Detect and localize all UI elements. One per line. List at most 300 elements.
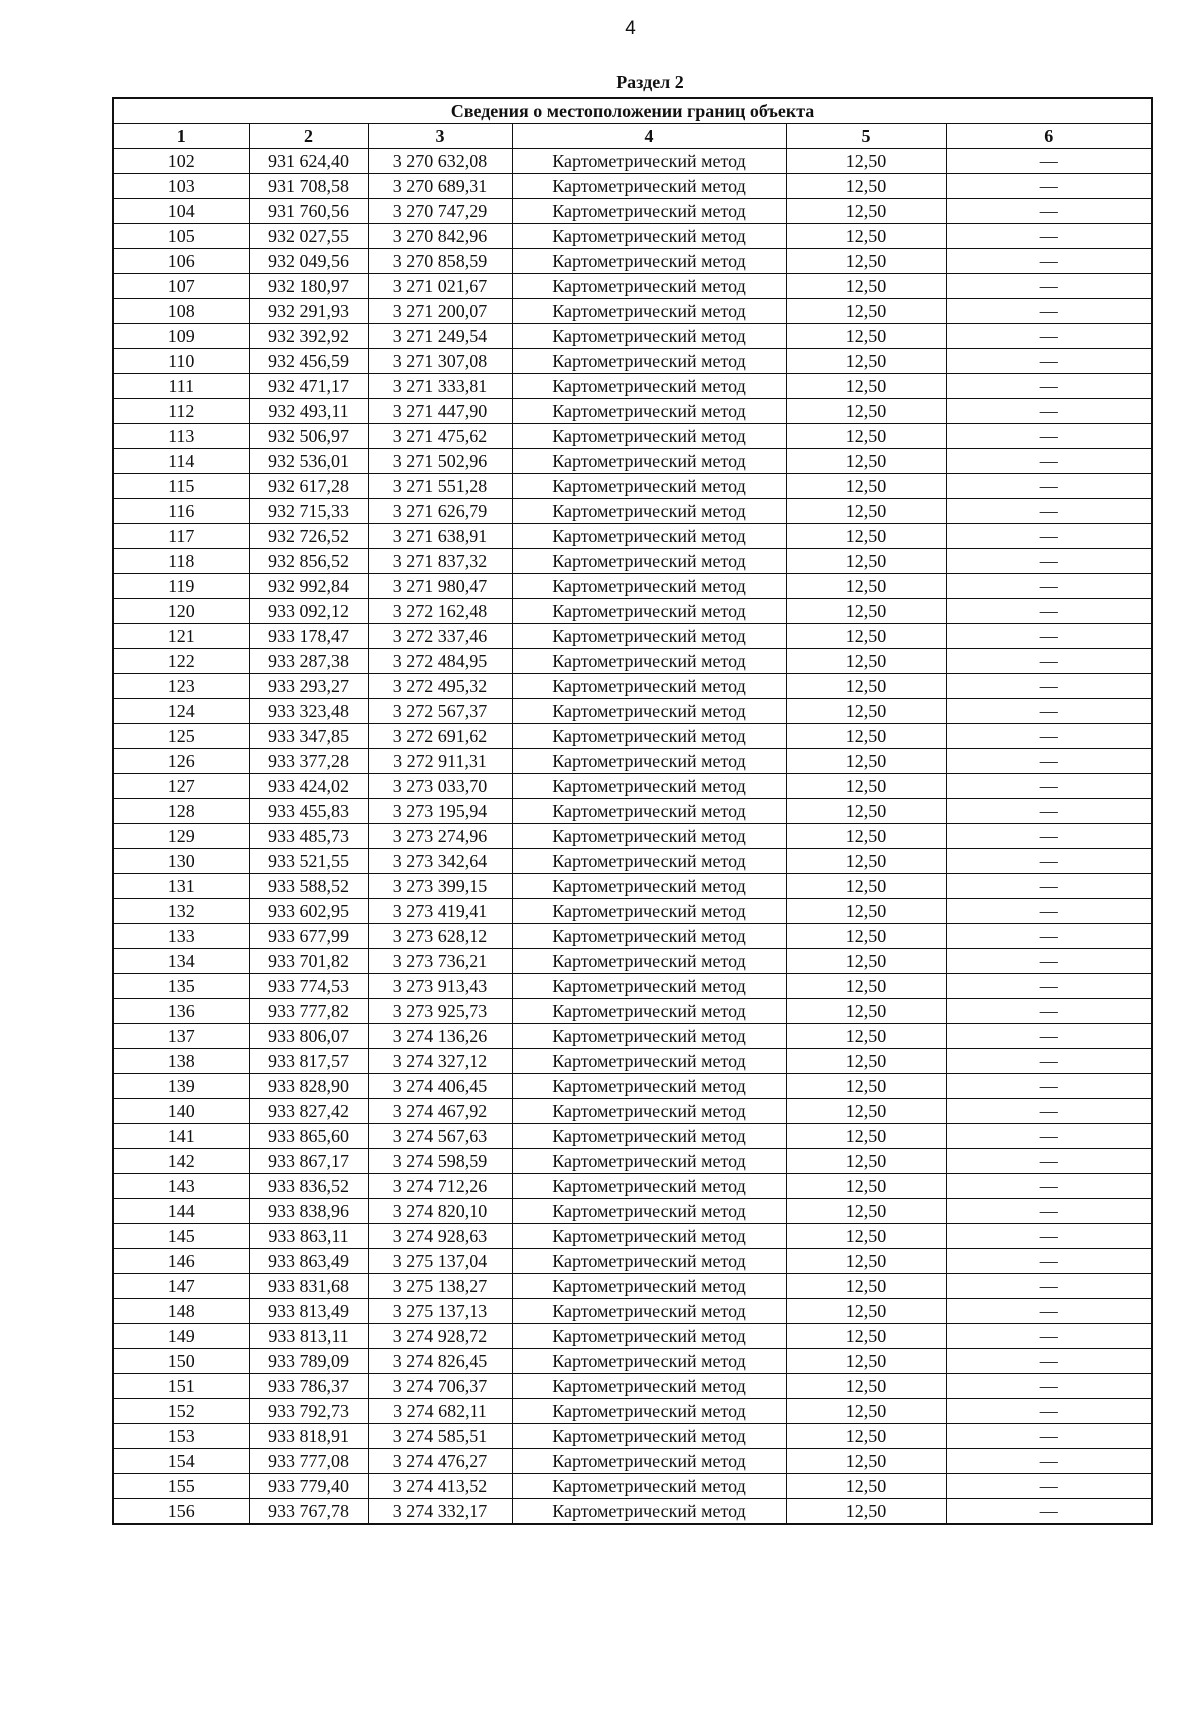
y-coordinate-cell: 3 274 820,10 — [368, 1199, 512, 1224]
y-coordinate-cell: 3 274 928,72 — [368, 1324, 512, 1349]
accuracy-cell: 12,50 — [786, 424, 946, 449]
point-number-cell: 110 — [113, 349, 249, 374]
method-cell: Картометрический метод — [512, 524, 786, 549]
x-coordinate-cell: 933 827,42 — [249, 1099, 368, 1124]
y-coordinate-cell: 3 274 567,63 — [368, 1124, 512, 1149]
y-coordinate-cell: 3 270 747,29 — [368, 199, 512, 224]
accuracy-cell: 12,50 — [786, 799, 946, 824]
accuracy-cell: 12,50 — [786, 474, 946, 499]
accuracy-cell: 12,50 — [786, 1249, 946, 1274]
table-row — [113, 1274, 1152, 1299]
description-cell: — — [946, 249, 1152, 274]
point-number-cell: 107 — [113, 274, 249, 299]
table-row — [113, 799, 1152, 824]
description-cell: — — [946, 599, 1152, 624]
table-row — [113, 1349, 1152, 1374]
x-coordinate-cell: 933 677,99 — [249, 924, 368, 949]
description-cell: — — [946, 1249, 1152, 1274]
method-cell: Картометрический метод — [512, 774, 786, 799]
x-coordinate-cell: 932 536,01 — [249, 449, 368, 474]
accuracy-cell: 12,50 — [786, 849, 946, 874]
method-cell: Картометрический метод — [512, 224, 786, 249]
x-coordinate-cell: 932 049,56 — [249, 249, 368, 274]
accuracy-cell: 12,50 — [786, 549, 946, 574]
y-coordinate-cell: 3 274 332,17 — [368, 1499, 512, 1525]
method-cell: Картометрический метод — [512, 1174, 786, 1199]
point-number-cell: 127 — [113, 774, 249, 799]
point-number-cell: 139 — [113, 1074, 249, 1099]
x-coordinate-cell: 933 521,55 — [249, 849, 368, 874]
method-cell: Картометрический метод — [512, 1249, 786, 1274]
accuracy-cell: 12,50 — [786, 399, 946, 424]
method-cell: Картометрический метод — [512, 799, 786, 824]
method-cell: Картометрический метод — [512, 449, 786, 474]
x-coordinate-cell: 932 617,28 — [249, 474, 368, 499]
accuracy-cell: 12,50 — [786, 174, 946, 199]
description-cell: — — [946, 224, 1152, 249]
method-cell: Картометрический метод — [512, 1024, 786, 1049]
description-cell: — — [946, 799, 1152, 824]
method-cell: Картометрический метод — [512, 974, 786, 999]
method-cell: Картометрический метод — [512, 1049, 786, 1074]
x-coordinate-cell: 933 863,49 — [249, 1249, 368, 1274]
y-coordinate-cell: 3 274 406,45 — [368, 1074, 512, 1099]
x-coordinate-cell: 933 813,11 — [249, 1324, 368, 1349]
table-row — [113, 1474, 1152, 1499]
point-number-cell: 146 — [113, 1249, 249, 1274]
accuracy-cell: 12,50 — [786, 149, 946, 174]
accuracy-cell: 12,50 — [786, 1499, 946, 1525]
table-body — [113, 149, 1152, 1525]
y-coordinate-cell: 3 274 476,27 — [368, 1449, 512, 1474]
x-coordinate-cell: 933 831,68 — [249, 1274, 368, 1299]
description-cell: — — [946, 724, 1152, 749]
method-cell: Картометрический метод — [512, 1424, 786, 1449]
table-title-row — [113, 98, 1152, 124]
accuracy-cell: 12,50 — [786, 199, 946, 224]
method-cell: Картометрический метод — [512, 1299, 786, 1324]
y-coordinate-cell: 3 274 706,37 — [368, 1374, 512, 1399]
accuracy-cell: 12,50 — [786, 1299, 946, 1324]
method-cell: Картометрический метод — [512, 1199, 786, 1224]
point-number-cell: 140 — [113, 1099, 249, 1124]
point-number-cell: 132 — [113, 899, 249, 924]
y-coordinate-cell: 3 273 736,21 — [368, 949, 512, 974]
point-number-cell: 144 — [113, 1199, 249, 1224]
description-cell: — — [946, 299, 1152, 324]
accuracy-cell: 12,50 — [786, 599, 946, 624]
accuracy-cell: 12,50 — [786, 724, 946, 749]
x-coordinate-cell: 933 455,83 — [249, 799, 368, 824]
method-cell: Картометрический метод — [512, 1349, 786, 1374]
table-row — [113, 1099, 1152, 1124]
method-cell: Картометрический метод — [512, 1099, 786, 1124]
description-cell: — — [946, 549, 1152, 574]
method-cell: Картометрический метод — [512, 199, 786, 224]
point-number-cell: 116 — [113, 499, 249, 524]
description-cell: — — [946, 1049, 1152, 1074]
method-cell: Картометрический метод — [512, 924, 786, 949]
table-row — [113, 349, 1152, 374]
column-header: 6 — [946, 124, 1152, 149]
table-row — [113, 474, 1152, 499]
y-coordinate-cell: 3 272 484,95 — [368, 649, 512, 674]
x-coordinate-cell: 932 027,55 — [249, 224, 368, 249]
accuracy-cell: 12,50 — [786, 574, 946, 599]
method-cell: Картометрический метод — [512, 599, 786, 624]
point-number-cell: 153 — [113, 1424, 249, 1449]
accuracy-cell: 12,50 — [786, 974, 946, 999]
table-row — [113, 824, 1152, 849]
y-coordinate-cell: 3 274 682,11 — [368, 1399, 512, 1424]
table-row — [113, 524, 1152, 549]
accuracy-cell: 12,50 — [786, 1149, 946, 1174]
point-number-cell: 126 — [113, 749, 249, 774]
description-cell: — — [946, 1349, 1152, 1374]
y-coordinate-cell: 3 274 826,45 — [368, 1349, 512, 1374]
point-number-cell: 114 — [113, 449, 249, 474]
method-cell: Картометрический метод — [512, 349, 786, 374]
method-cell: Картометрический метод — [512, 174, 786, 199]
x-coordinate-cell: 932 856,52 — [249, 549, 368, 574]
x-coordinate-cell: 932 456,59 — [249, 349, 368, 374]
x-coordinate-cell: 933 377,28 — [249, 749, 368, 774]
table-row — [113, 424, 1152, 449]
table-row — [113, 1499, 1152, 1525]
x-coordinate-cell: 933 867,17 — [249, 1149, 368, 1174]
accuracy-cell: 12,50 — [786, 1174, 946, 1199]
point-number-cell: 128 — [113, 799, 249, 824]
point-number-cell: 104 — [113, 199, 249, 224]
y-coordinate-cell: 3 273 628,12 — [368, 924, 512, 949]
point-number-cell: 142 — [113, 1149, 249, 1174]
point-number-cell: 138 — [113, 1049, 249, 1074]
description-cell: — — [946, 1124, 1152, 1149]
method-cell: Картометрический метод — [512, 1324, 786, 1349]
y-coordinate-cell: 3 271 475,62 — [368, 424, 512, 449]
x-coordinate-cell: 933 092,12 — [249, 599, 368, 624]
x-coordinate-cell: 933 836,52 — [249, 1174, 368, 1199]
description-cell: — — [946, 749, 1152, 774]
point-number-cell: 155 — [113, 1474, 249, 1499]
x-coordinate-cell: 933 813,49 — [249, 1299, 368, 1324]
y-coordinate-cell: 3 273 419,41 — [368, 899, 512, 924]
x-coordinate-cell: 932 992,84 — [249, 574, 368, 599]
description-cell: — — [946, 1274, 1152, 1299]
x-coordinate-cell: 932 493,11 — [249, 399, 368, 424]
column-header: 3 — [368, 124, 512, 149]
accuracy-cell: 12,50 — [786, 499, 946, 524]
accuracy-cell: 12,50 — [786, 1099, 946, 1124]
accuracy-cell: 12,50 — [786, 1424, 946, 1449]
table-row — [113, 899, 1152, 924]
description-cell: — — [946, 1149, 1152, 1174]
description-cell: — — [946, 574, 1152, 599]
description-cell: — — [946, 1324, 1152, 1349]
table-row — [113, 1174, 1152, 1199]
accuracy-cell: 12,50 — [786, 649, 946, 674]
x-coordinate-cell: 933 789,09 — [249, 1349, 368, 1374]
method-cell: Картометрический метод — [512, 499, 786, 524]
method-cell: Картометрический метод — [512, 1399, 786, 1424]
description-cell: — — [946, 1299, 1152, 1324]
table-row — [113, 849, 1152, 874]
point-number-cell: 119 — [113, 574, 249, 599]
method-cell: Картометрический метод — [512, 949, 786, 974]
table-row — [113, 174, 1152, 199]
method-cell: Картометрический метод — [512, 624, 786, 649]
y-coordinate-cell: 3 271 638,91 — [368, 524, 512, 549]
y-coordinate-cell: 3 273 195,94 — [368, 799, 512, 824]
x-coordinate-cell: 933 786,37 — [249, 1374, 368, 1399]
accuracy-cell: 12,50 — [786, 699, 946, 724]
x-coordinate-cell: 933 774,53 — [249, 974, 368, 999]
x-coordinate-cell: 933 777,08 — [249, 1449, 368, 1474]
x-coordinate-cell: 933 485,73 — [249, 824, 368, 849]
point-number-cell: 134 — [113, 949, 249, 974]
point-number-cell: 115 — [113, 474, 249, 499]
x-coordinate-cell: 933 806,07 — [249, 1024, 368, 1049]
section-label: Раздел 2 — [616, 72, 684, 92]
x-coordinate-cell: 931 760,56 — [249, 199, 368, 224]
table-row — [113, 999, 1152, 1024]
table-row — [113, 1424, 1152, 1449]
description-cell: — — [946, 474, 1152, 499]
description-cell: — — [946, 974, 1152, 999]
x-coordinate-cell: 933 178,47 — [249, 624, 368, 649]
table-row — [113, 1224, 1152, 1249]
point-number-cell: 118 — [113, 549, 249, 574]
table-row — [113, 449, 1152, 474]
accuracy-cell: 12,50 — [786, 924, 946, 949]
column-header: 5 — [786, 124, 946, 149]
y-coordinate-cell: 3 272 911,31 — [368, 749, 512, 774]
description-cell: — — [946, 924, 1152, 949]
method-cell: Картометрический метод — [512, 149, 786, 174]
method-cell: Картометрический метод — [512, 399, 786, 424]
accuracy-cell: 12,50 — [786, 1349, 946, 1374]
description-cell: — — [946, 399, 1152, 424]
y-coordinate-cell: 3 275 137,04 — [368, 1249, 512, 1274]
point-number-cell: 125 — [113, 724, 249, 749]
point-number-cell: 129 — [113, 824, 249, 849]
point-number-cell: 133 — [113, 924, 249, 949]
y-coordinate-cell: 3 272 337,46 — [368, 624, 512, 649]
point-number-cell: 149 — [113, 1324, 249, 1349]
accuracy-cell: 12,50 — [786, 1449, 946, 1474]
accuracy-cell: 12,50 — [786, 324, 946, 349]
table-row — [113, 874, 1152, 899]
table-row — [113, 499, 1152, 524]
table-row — [113, 549, 1152, 574]
description-cell: — — [946, 674, 1152, 699]
y-coordinate-cell: 3 275 138,27 — [368, 1274, 512, 1299]
x-coordinate-cell: 933 347,85 — [249, 724, 368, 749]
method-cell: Картометрический метод — [512, 249, 786, 274]
description-cell: — — [946, 449, 1152, 474]
y-coordinate-cell: 3 270 689,31 — [368, 174, 512, 199]
column-header: 4 — [512, 124, 786, 149]
table-row — [113, 1399, 1152, 1424]
method-cell: Картометрический метод — [512, 999, 786, 1024]
column-header: 2 — [249, 124, 368, 149]
point-number-cell: 103 — [113, 174, 249, 199]
point-number-cell: 154 — [113, 1449, 249, 1474]
accuracy-cell: 12,50 — [786, 899, 946, 924]
y-coordinate-cell: 3 270 842,96 — [368, 224, 512, 249]
method-cell: Картометрический метод — [512, 824, 786, 849]
description-cell: — — [946, 1399, 1152, 1424]
description-cell: — — [946, 499, 1152, 524]
method-cell: Картометрический метод — [512, 874, 786, 899]
accuracy-cell: 12,50 — [786, 449, 946, 474]
accuracy-cell: 12,50 — [786, 999, 946, 1024]
x-coordinate-cell: 933 588,52 — [249, 874, 368, 899]
description-cell: — — [946, 624, 1152, 649]
y-coordinate-cell: 3 274 712,26 — [368, 1174, 512, 1199]
point-number-cell: 141 — [113, 1124, 249, 1149]
y-coordinate-cell: 3 273 925,73 — [368, 999, 512, 1024]
point-number-cell: 156 — [113, 1499, 249, 1525]
accuracy-cell: 12,50 — [786, 224, 946, 249]
accuracy-cell: 12,50 — [786, 674, 946, 699]
table-row — [113, 974, 1152, 999]
method-cell: Картометрический метод — [512, 1074, 786, 1099]
point-number-cell: 145 — [113, 1224, 249, 1249]
x-coordinate-cell: 931 708,58 — [249, 174, 368, 199]
table-row — [113, 374, 1152, 399]
accuracy-cell: 12,50 — [786, 749, 946, 774]
table-row — [113, 699, 1152, 724]
table-row — [113, 674, 1152, 699]
method-cell: Картометрический метод — [512, 299, 786, 324]
y-coordinate-cell: 3 272 495,32 — [368, 674, 512, 699]
method-cell: Картометрический метод — [512, 1474, 786, 1499]
x-coordinate-cell: 933 777,82 — [249, 999, 368, 1024]
description-cell: — — [946, 1024, 1152, 1049]
y-coordinate-cell: 3 270 858,59 — [368, 249, 512, 274]
table-row — [113, 1374, 1152, 1399]
table-row — [113, 774, 1152, 799]
y-coordinate-cell: 3 272 567,37 — [368, 699, 512, 724]
y-coordinate-cell: 3 274 413,52 — [368, 1474, 512, 1499]
accuracy-cell: 12,50 — [786, 1324, 946, 1349]
accuracy-cell: 12,50 — [786, 1399, 946, 1424]
method-cell: Картометрический метод — [512, 1224, 786, 1249]
description-cell: — — [946, 774, 1152, 799]
y-coordinate-cell: 3 273 342,64 — [368, 849, 512, 874]
description-cell: — — [946, 1424, 1152, 1449]
accuracy-cell: 12,50 — [786, 249, 946, 274]
description-cell: — — [946, 649, 1152, 674]
accuracy-cell: 12,50 — [786, 349, 946, 374]
x-coordinate-cell: 933 865,60 — [249, 1124, 368, 1149]
table-row — [113, 1199, 1152, 1224]
table-row — [113, 949, 1152, 974]
description-cell: — — [946, 824, 1152, 849]
point-number-cell: 117 — [113, 524, 249, 549]
accuracy-cell: 12,50 — [786, 824, 946, 849]
y-coordinate-cell: 3 271 551,28 — [368, 474, 512, 499]
y-coordinate-cell: 3 274 136,26 — [368, 1024, 512, 1049]
method-cell: Картометрический метод — [512, 699, 786, 724]
accuracy-cell: 12,50 — [786, 1274, 946, 1299]
y-coordinate-cell: 3 271 447,90 — [368, 399, 512, 424]
accuracy-cell: 12,50 — [786, 374, 946, 399]
description-cell: — — [946, 274, 1152, 299]
table-row — [113, 149, 1152, 174]
accuracy-cell: 12,50 — [786, 1074, 946, 1099]
point-number-cell: 152 — [113, 1399, 249, 1424]
point-number-cell: 147 — [113, 1274, 249, 1299]
accuracy-cell: 12,50 — [786, 624, 946, 649]
table-row — [113, 649, 1152, 674]
method-cell: Картометрический метод — [512, 749, 786, 774]
accuracy-cell: 12,50 — [786, 1199, 946, 1224]
point-number-cell: 148 — [113, 1299, 249, 1324]
accuracy-cell: 12,50 — [786, 949, 946, 974]
x-coordinate-cell: 932 180,97 — [249, 274, 368, 299]
method-cell: Картометрический метод — [512, 274, 786, 299]
point-number-cell: 150 — [113, 1349, 249, 1374]
y-coordinate-cell: 3 274 598,59 — [368, 1149, 512, 1174]
y-coordinate-cell: 3 272 691,62 — [368, 724, 512, 749]
x-coordinate-cell: 933 293,27 — [249, 674, 368, 699]
description-cell: — — [946, 349, 1152, 374]
accuracy-cell: 12,50 — [786, 1224, 946, 1249]
x-coordinate-cell: 933 792,73 — [249, 1399, 368, 1424]
accuracy-cell: 12,50 — [786, 874, 946, 899]
description-cell: — — [946, 949, 1152, 974]
method-cell: Картометрический метод — [512, 649, 786, 674]
method-cell: Картометрический метод — [512, 424, 786, 449]
method-cell: Картометрический метод — [512, 849, 786, 874]
accuracy-cell: 12,50 — [786, 524, 946, 549]
y-coordinate-cell: 3 271 249,54 — [368, 324, 512, 349]
table-row — [113, 724, 1152, 749]
point-number-cell: 122 — [113, 649, 249, 674]
y-coordinate-cell: 3 270 632,08 — [368, 149, 512, 174]
method-cell: Картометрический метод — [512, 549, 786, 574]
point-number-cell: 109 — [113, 324, 249, 349]
y-coordinate-cell: 3 272 162,48 — [368, 599, 512, 624]
x-coordinate-cell: 933 779,40 — [249, 1474, 368, 1499]
y-coordinate-cell: 3 271 200,07 — [368, 299, 512, 324]
y-coordinate-cell: 3 274 928,63 — [368, 1224, 512, 1249]
page-number: 4 — [625, 18, 636, 39]
accuracy-cell: 12,50 — [786, 1374, 946, 1399]
description-cell: — — [946, 1449, 1152, 1474]
point-number-cell: 135 — [113, 974, 249, 999]
table-row — [113, 1249, 1152, 1274]
x-coordinate-cell: 932 506,97 — [249, 424, 368, 449]
method-cell: Картометрический метод — [512, 724, 786, 749]
y-coordinate-cell: 3 274 585,51 — [368, 1424, 512, 1449]
x-coordinate-cell: 933 287,38 — [249, 649, 368, 674]
description-cell: — — [946, 1099, 1152, 1124]
point-number-cell: 123 — [113, 674, 249, 699]
method-cell: Картометрический метод — [512, 1499, 786, 1525]
table-row — [113, 624, 1152, 649]
description-cell: — — [946, 1199, 1152, 1224]
y-coordinate-cell: 3 273 913,43 — [368, 974, 512, 999]
y-coordinate-cell: 3 271 837,32 — [368, 549, 512, 574]
method-cell: Картометрический метод — [512, 1274, 786, 1299]
x-coordinate-cell: 933 602,95 — [249, 899, 368, 924]
point-number-cell: 121 — [113, 624, 249, 649]
method-cell: Картометрический метод — [512, 324, 786, 349]
x-coordinate-cell: 932 291,93 — [249, 299, 368, 324]
